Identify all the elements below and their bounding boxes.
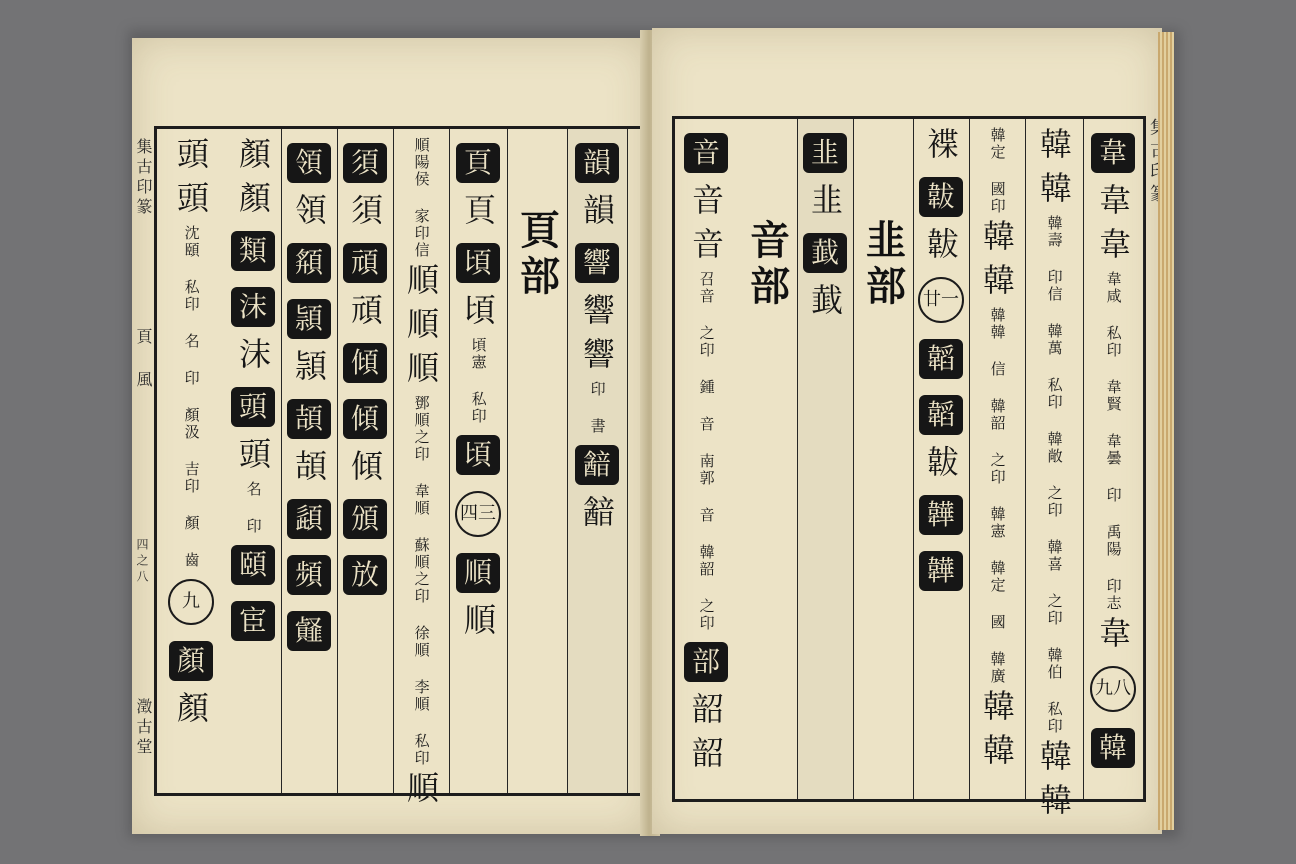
seal-han-1b: 韓: [1035, 171, 1073, 211]
section-title-yin: 音部: [743, 219, 791, 311]
seal-yan-c: 顏: [169, 641, 213, 681]
seal-yin: 音: [684, 133, 728, 173]
seal-wan-2: 頑: [346, 293, 384, 333]
seal-lei: 類: [231, 231, 275, 271]
seal-shun-b: 順: [402, 307, 440, 347]
note-yin-shu: 印 書: [588, 381, 607, 435]
seal-fu-2: 韍: [922, 227, 960, 267]
right-col-han-2: [969, 119, 1026, 799]
seal-xian-2: 韯: [806, 283, 844, 323]
seal-qing-3: 頃: [456, 435, 500, 475]
seal-jie-2: 頡: [290, 449, 328, 489]
seal-xu: 須: [343, 143, 387, 183]
seal-zi: 頿: [287, 499, 331, 539]
seal-pin-2: 䪥: [287, 611, 331, 651]
seal-shun-a: 順: [402, 263, 440, 303]
note-shunyang: 順陽侯 家印信: [412, 137, 431, 259]
seal-yin-2: 音: [687, 183, 725, 223]
seal-xian: 韯: [803, 233, 847, 273]
left-col-ye: [449, 129, 508, 793]
right-col-wei: [1083, 119, 1144, 799]
seal-wei: 韋: [1091, 133, 1135, 173]
seal-xiang: 響: [575, 243, 619, 283]
seal-fang: 放: [343, 555, 387, 595]
note-hanshou: 韓壽 印信 韓萬 私印 韓敞 之印 韓喜 之印 韓伯 私印: [1045, 215, 1064, 735]
seal-xiang-2: 響: [578, 293, 616, 333]
seal-wan: 頑: [343, 243, 387, 283]
left-col-tou: [157, 129, 225, 793]
seal-ling-2: 領: [290, 193, 328, 233]
seal-tou: 頭: [231, 387, 275, 427]
seal-yi: 頤: [231, 545, 275, 585]
seal-ye-2: 頁: [459, 193, 497, 233]
note-zhaoyin: 召音 之印 鍾 音 南郭 音 韓韶 之印: [697, 271, 716, 632]
right-col-yin-title: [737, 119, 798, 799]
seal-qing-2: 頃: [459, 293, 497, 333]
right-col-yin: [675, 119, 737, 799]
seal-mo-2: 沫: [234, 337, 272, 377]
seal-tou-2: 頭: [234, 437, 272, 477]
seal-qing-d: 傾: [346, 449, 384, 489]
left-col-shun: [393, 129, 450, 811]
note-handing: 韓定 國印: [988, 127, 1007, 215]
left-col-title: [507, 129, 568, 793]
seal-die: 褋: [922, 127, 960, 167]
left-col-ling: [281, 129, 338, 793]
seal-xu-2: 須: [346, 193, 384, 233]
right-col-jiu: [797, 119, 854, 799]
note-shun-owners: 鄧順之印 韋順 蘇順之印 徐順 李順 私印: [412, 395, 431, 767]
seal-han-2d: 韓: [978, 733, 1016, 773]
note-qingxian: 頃憲 私印: [469, 337, 488, 425]
seal-qing-c: 傾: [343, 399, 387, 439]
seal-wei-4: 韋: [1094, 616, 1132, 656]
seal-jiu-2: 韭: [806, 183, 844, 223]
seal-yun-2: 韻: [578, 193, 616, 233]
section-title-ye: 頁部: [513, 209, 561, 301]
seal-han-2b: 韓: [978, 263, 1016, 303]
seal-yan-d: 顏: [172, 691, 210, 731]
seal-yan-a: 顏: [234, 137, 272, 177]
seal-yin-3: 音: [687, 227, 725, 267]
left-margin-page: 四之八: [135, 538, 149, 586]
seal-shao: 韶: [687, 692, 725, 732]
seal-ling: 領: [287, 143, 331, 183]
seal-yun: 韻: [575, 143, 619, 183]
seal-wei-2: 韋: [1094, 183, 1132, 223]
seal-xiang-3: 響: [578, 337, 616, 377]
left-col-yun: [567, 129, 628, 793]
seal-tao: 韜: [919, 339, 963, 379]
page-number-circle: 四三: [455, 491, 501, 537]
seal-bu: 部: [684, 642, 728, 682]
note-ming-yin: 名 印: [244, 481, 263, 535]
right-col-han-1: [1025, 119, 1084, 823]
seal-ying-2: 頴: [290, 349, 328, 389]
book-page-edge: [1158, 32, 1174, 830]
page-number-circle-21: 廿一: [918, 277, 964, 323]
seal-jiu: 韭: [803, 133, 847, 173]
seal-shao-2: 韶: [687, 736, 725, 776]
seal-han-1a: 韓: [1035, 127, 1073, 167]
seal-yan-b: 顏: [234, 181, 272, 221]
left-col-xu: [337, 129, 394, 793]
right-col-fu: [913, 119, 970, 799]
seal-ying: 頴: [287, 299, 331, 339]
seal-fu-3: 韍: [922, 445, 960, 485]
seal-shun-d: 順: [402, 771, 440, 811]
left-margin-title: 集古印篆: [134, 138, 153, 218]
seal-kui: 頯: [287, 243, 331, 283]
seal-tou-a: 頭: [172, 137, 210, 177]
seal-tao-2: 韜: [919, 395, 963, 435]
seal-wei-b: 韡: [919, 495, 963, 535]
seal-ye: 頁: [456, 143, 500, 183]
seal-an-2: 韽: [578, 495, 616, 535]
seal-an: 韽: [575, 445, 619, 485]
seal-han-2a: 韓: [978, 219, 1016, 259]
seal-wei-3: 韋: [1094, 227, 1132, 267]
seal-pin: 頻: [287, 555, 331, 595]
right-page: [652, 28, 1162, 834]
seal-mo: 沫: [231, 287, 275, 327]
section-title-jiu: 韭部: [859, 219, 907, 311]
seal-han-1d: 韓: [1035, 783, 1073, 823]
right-col-jiu-title: [853, 119, 914, 799]
seal-qing: 頃: [456, 243, 500, 283]
seal-fu: 韍: [919, 177, 963, 217]
seal-shun-2: 順: [459, 603, 497, 643]
seal-shun-c: 順: [402, 351, 440, 391]
seal-huan: 宦: [231, 601, 275, 641]
page-number-circle-9: 九: [168, 579, 214, 625]
left-frame: [154, 126, 650, 811]
note-hanhan: 韓韓 信 韓韶 之印 韓憲 韓定 國 韓廣: [988, 307, 1007, 685]
seal-shun: 順: [456, 553, 500, 593]
left-col-yan: [225, 129, 282, 793]
left-margin-section: 頁 風: [134, 328, 153, 391]
seal-tou-b: 頭: [172, 181, 210, 221]
page-number-circle-98: 九八: [1090, 666, 1136, 712]
note-shenyi: 沈頤 私印 名 印 顏汲 吉印 顏 齒: [182, 225, 201, 569]
seal-han-1c: 韓: [1035, 739, 1073, 779]
right-frame: [672, 116, 1146, 823]
left-page: [132, 38, 648, 834]
seal-han-2c: 韓: [978, 689, 1016, 729]
note-weixian: 韋咸 私印 韋賢 韋曇 印 禹陽 印志: [1104, 271, 1123, 612]
left-margin-publisher: 澂古堂: [134, 698, 153, 758]
seal-jie: 頡: [287, 399, 331, 439]
seal-wei-c: 韡: [919, 551, 963, 591]
seal-ban: 頒: [343, 499, 387, 539]
seal-han-bottom: 韓: [1091, 728, 1135, 768]
seal-qing-b: 傾: [343, 343, 387, 383]
